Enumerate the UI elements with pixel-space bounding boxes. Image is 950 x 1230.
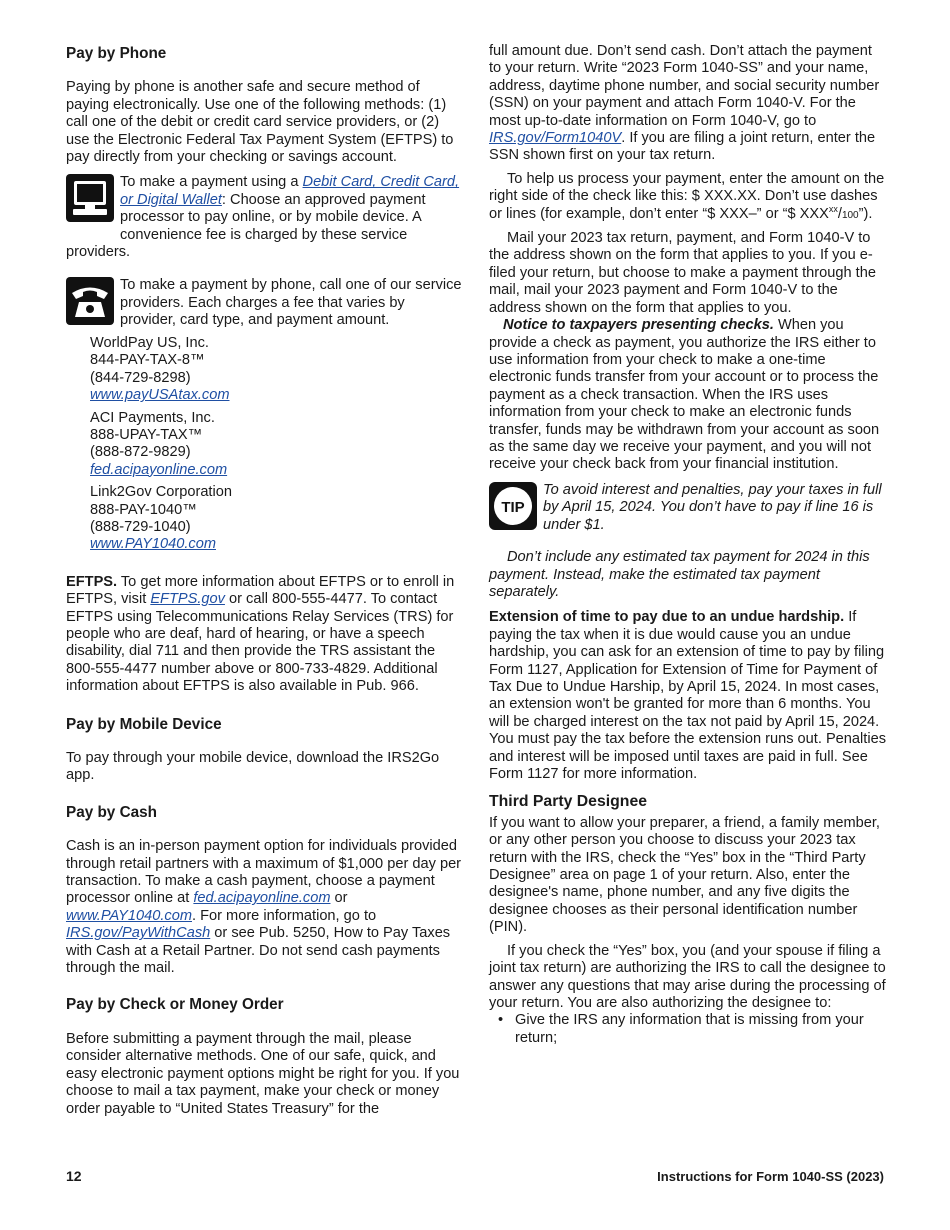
provider-name: WorldPay US, Inc.	[90, 334, 209, 351]
provider-name: ACI Payments, Inc.	[90, 409, 215, 426]
computer-text-post: : Choose an approved payment processor to pay online, or by mobile device. A convenience fee is charged by these service providers.	[66, 191, 426, 261]
amount-slash: /	[837, 205, 842, 222]
mail-return-text: Mail your 2023 tax return, payment, and Form 1040-V to the address shown on the form that applies to you. If you e-filed your return, but choose to make a payment through the mail, mail your 2023 payment and Form 1040-V to the address shown on the form that applies to you.	[489, 230, 876, 316]
provider-link-acipayonline[interactable]: fed.acipayonline.com	[90, 461, 228, 478]
designee-text: If you want to allow your preparer, a friend, a family member, or any other person you choose to discuss your 2023 tax return with the IRS, check the “Yes” box in the “Third Party Designee” area on page 1 of your return. Also, enter the designee's name, phone number, and any five digits the designee chooses as their personal identification number (PIN).	[489, 814, 880, 936]
bullet-dot-icon: •	[498, 1012, 504, 1029]
extension-paragraph	[489, 609, 887, 783]
computer-icon	[66, 174, 114, 227]
eftps-text-pre: To get more information about EFTPS or to enroll in EFTPS, visit	[66, 573, 455, 608]
check-continued-text	[489, 43, 887, 165]
cash-text-or: or	[330, 890, 348, 907]
third-party-designee-heading: Third Party Designee	[489, 793, 648, 811]
computer-payment-block	[66, 174, 462, 261]
form-title-footer: Instructions for Form 1040-SS (2023)	[657, 1169, 884, 1184]
notice-checks-paragraph	[489, 317, 887, 474]
eftps-link[interactable]: EFTPS.gov	[150, 591, 225, 608]
extension-text: If paying the tax when it is due would cause you an undue hardship, you can ask for an extension of time to pay by filing Form 1127, Application for Extension of Time for Payment of Tax Due to Undue Harship, by April 15, 2024. In most cases, an extension won't be granted for more than 6 months. You will be charged interest on the tax not paid by April 15, 2024. You must pay the tax before the extension runs out. Penalties and interest will be imposed until taxes are paid in full. See Form 1127 for more information.	[489, 609, 886, 783]
cash-text-mid: . For more information, go to	[192, 907, 377, 924]
form1040v-link[interactable]: IRS.gov/Form1040V	[489, 130, 622, 147]
eftps-label: EFTPS.	[66, 573, 118, 590]
computer-text-pre: To make a payment using a	[120, 174, 303, 191]
provider-link-payusatax[interactable]: www.payUSAtax.com	[90, 387, 230, 404]
pay-by-cash-heading: Pay by Cash	[66, 803, 157, 821]
amount-cents-sub: 100	[841, 209, 859, 221]
pay-by-check-text: Before submitting a payment through the mail, please consider alternative methods. One of our safe, quick, and easy electronic payment options might be right for you. If you choose to mail a tax payment, make your check or money order payable to “United States Treasury” for the	[66, 1030, 460, 1117]
tip-label: TIP	[501, 498, 525, 516]
provider-aci	[90, 410, 462, 480]
check-continued-pre: full amount due. Don’t send cash. Don’t attach the payment to your return. Write “2023 Form 1040-SS” and your name, address, daytime phone number, and social security number (SSN) on your payment and attach Form 1040-V. For the most up-to-date information on Form 1040-V, go to	[489, 43, 880, 129]
check-continued-post: . If you are filing a joint return, enter the SSN shown first on your tax return.	[489, 130, 876, 164]
pay-by-cash-text	[66, 838, 462, 977]
page-number: 12	[66, 1168, 82, 1184]
cash-text-pre: Cash is an in-person payment option for individuals provided through retail partners with a maximum of $1,000 per day per transaction. To make a cash payment, choose a payment processor online at	[66, 838, 462, 907]
provider-phone-word: 888-PAY-1040™	[90, 501, 197, 518]
pay-by-phone-intro: Paying by phone is another safe and secure method of paying electronically. Use one of the following methods: (1) call one of the debit or credit card service providers, or (2) use the Electronic Federal Tax Payment System (EFTPS) to pay directly from your checking or savings account.	[66, 79, 454, 166]
pay-by-mobile-heading: Pay by Mobile Device	[66, 715, 222, 733]
provider-phone-number: (888-872-9829)	[90, 444, 191, 461]
eftps-text-post: or call 800-555-4477. To contact EFTPS using Telecommunications Relay Services (TRS) for people who are deaf, hard of hearing, or have a speech disability, dial 711 and then provide the TRS assistant the 800-555-4477 number above or 800-733-4829. Additional information about EFTPS is also available in Pub. 966.	[66, 591, 454, 695]
provider-phone-number: (888-729-1040)	[90, 518, 191, 535]
eftps-paragraph	[66, 574, 462, 696]
pay-by-phone-heading: Pay by Phone	[66, 45, 167, 62]
estimated-tax-note: Don’t include any estimated tax payment for 2024 in this payment. Instead, make the estimated tax payment separately.	[489, 549, 870, 600]
cash-text-post: or see Pub. 5250, How to Pay Taxes with Cash at a Retail Partner. Do not send cash payments through the mail.	[66, 925, 451, 977]
provider-link2gov	[90, 484, 462, 554]
notice-checks-label: Notice to taxpayers presenting checks.	[503, 317, 774, 334]
pay-by-mobile-text: To pay through your mobile device, download the IRS2Go app.	[66, 750, 440, 784]
right-column	[489, 43, 887, 1047]
bullet-item	[489, 1012, 887, 1047]
amount-format-pre: To help us process your payment, enter the amount on the right side of the check like this: $ XXX.XX. Don’t use dashes or lines (for example, don’t enter “$ XXX–” or “$ XXX	[489, 170, 885, 222]
amount-format-text	[489, 171, 887, 224]
provider-phone-word: 888-UPAY-TAX™	[90, 426, 203, 443]
pay-by-check-heading: Pay by Check or Money Order	[66, 996, 284, 1014]
phone-payment-block	[66, 277, 462, 332]
debit-card-link[interactable]: Debit Card, Credit Card, or Digital Wallet	[120, 174, 460, 208]
telephone-icon	[66, 277, 114, 330]
cash-link-paywithcash[interactable]: IRS.gov/PayWithCash	[66, 925, 211, 942]
left-column	[66, 43, 462, 1118]
cash-link-pay1040[interactable]: www.PAY1040.com	[66, 907, 192, 924]
provider-phone-number: (844-729-8298)	[90, 369, 191, 386]
bullet-text: Give the IRS any information that is missing from your return;	[515, 1012, 864, 1046]
extension-label: Extension of time to pay due to an undue hardship.	[489, 609, 845, 626]
tip-text: To avoid interest and penalties, pay your taxes in full by April 15, 2024. You don’t have to pay if line 16 is under $1.	[543, 481, 882, 533]
provider-worldpay	[90, 335, 462, 405]
amount-format-post: ”).	[858, 205, 873, 222]
cash-link-acipayonline[interactable]: fed.acipayonline.com	[193, 890, 331, 907]
tip-icon	[489, 482, 537, 535]
provider-phone-word: 844-PAY-TAX-8™	[90, 352, 205, 369]
provider-name: Link2Gov Corporation	[90, 484, 232, 501]
provider-link-pay1040[interactable]: www.PAY1040.com	[90, 536, 216, 553]
amount-cents-sup: xx	[828, 203, 838, 214]
tip-block	[489, 482, 887, 535]
notice-checks-text: When you provide a check as payment, you authorize the IRS either to use information from your check to make a one-time electronic funds transfer from your account or to process the payment as a check transaction. When the IRS uses information from your check to make an electronic funds transfer, funds may be withdrawn from your account as soon as the same day we receive your payment, and you will not receive your check back from your financial institution.	[489, 317, 880, 473]
designee-yes-text: If you check the “Yes” box, you (and your spouse if filing a joint tax return) are authorizing the IRS to call the designee to answer any questions that may arise during the processing of your return. You are also authorizing the designee to:	[489, 942, 886, 1011]
phone-payment-text: To make a payment by phone, call one of our service providers. Each charges a fee that varies by provider, card type, and payment amount.	[120, 277, 462, 329]
